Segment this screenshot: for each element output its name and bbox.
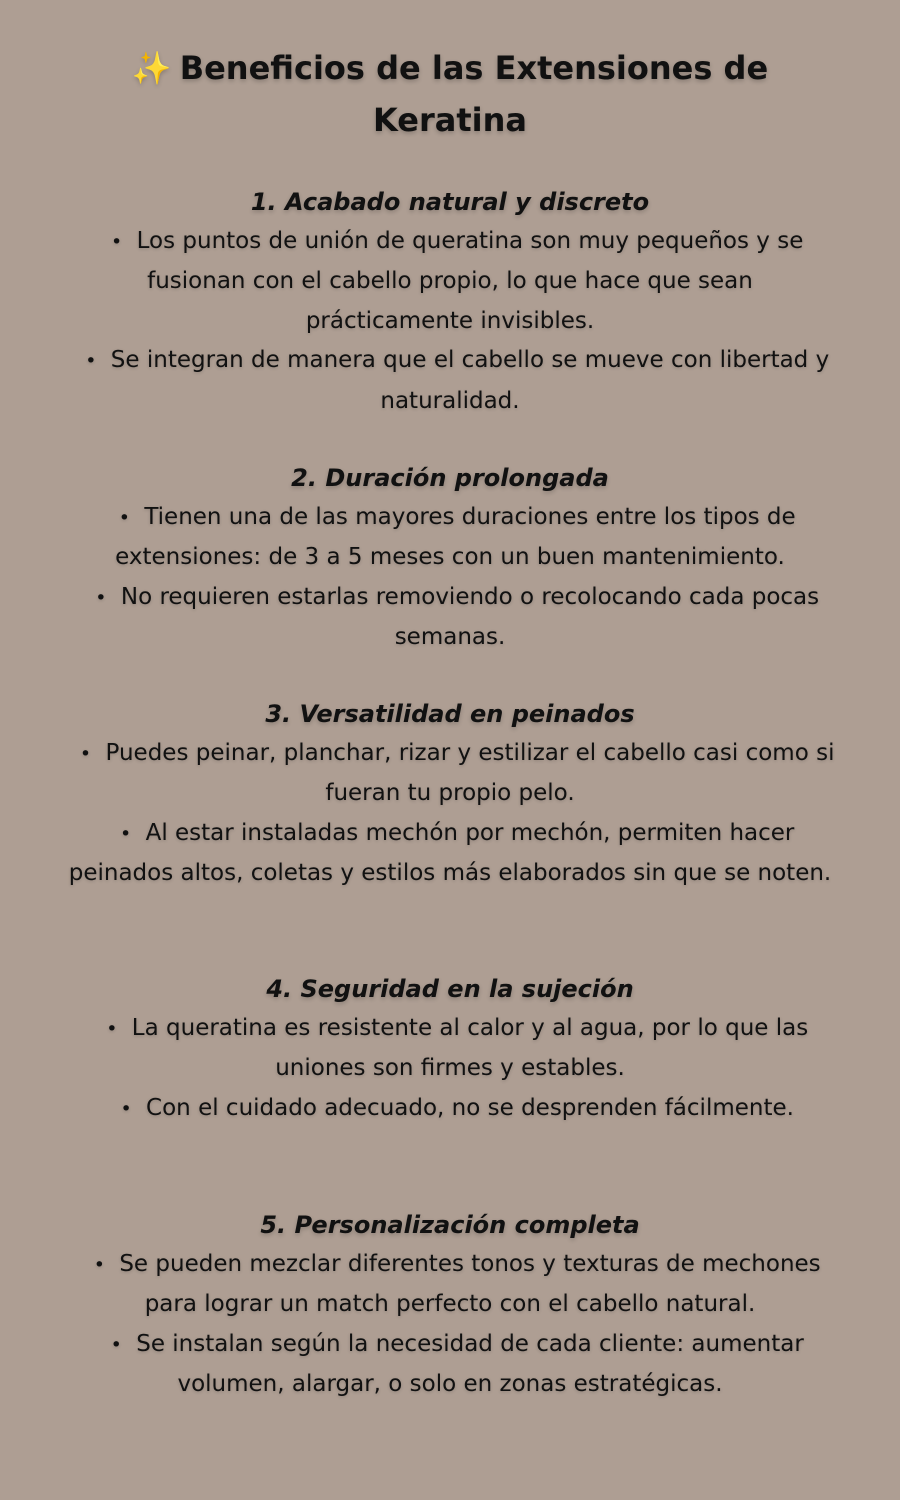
bullet-text: Con el cuidado adecuado, no se desprenden fácilmente.: [146, 1094, 794, 1121]
section-heading: 5. Personalización completa: [260, 1211, 640, 1239]
bullet-icon: •: [118, 507, 130, 529]
bullet-text: Se instalan según la necesidad de cada cliente: aumentar volumen, alargar, o solo en zonas estratégicas.: [136, 1330, 804, 1398]
bullet-icon: •: [79, 743, 92, 765]
bullet-item: [65, 341, 835, 421]
bullet-item: [65, 498, 835, 578]
section-heading: 1. Acabado natural y discreto: [250, 188, 650, 216]
page-title-text: Beneficios de las Extensiones de Keratina: [179, 49, 769, 139]
benefit-section-security: [65, 969, 835, 1129]
bullet-item: [65, 578, 835, 658]
bullet-text: Al estar instaladas mechón por mechón, permiten hacer peinados altos, coletas y estilos más elaborados sin que se noten.: [68, 819, 832, 887]
bullet-text: Puedes peinar, planchar, rizar y estilizar el cabello casi como si fueran tu propio pelo.: [105, 740, 835, 807]
bullet-icon: •: [93, 1254, 105, 1276]
bullet-text: Tienen una de las mayores duraciones entre los tipos de extensiones: de 3 a 5 meses con un buen mantenimiento.: [115, 504, 796, 571]
bullet-icon: •: [111, 231, 123, 253]
bullet-text: No requieren estarlas removiendo o recolocando cada pocas semanas.: [120, 583, 820, 651]
bullet-item: [65, 1009, 835, 1089]
bullet-text: Los puntos de unión de queratina son muy pequeños y se fusionan con el cabello propio, lo que hace que sean prácticamente invisibles.: [136, 228, 804, 334]
bullet-text: La queratina es resistente al calor y al agua, por lo que las uniones son firmes y estables.: [131, 1015, 809, 1082]
bullet-item: [65, 814, 835, 894]
bullet-item: [65, 1245, 835, 1325]
benefit-section-natural-finish: [65, 182, 835, 421]
sparkles-icon: ✨: [131, 49, 172, 87]
section-heading: 2. Duración prolongada: [291, 464, 609, 492]
bullet-item: [65, 222, 835, 341]
bullet-icon: •: [95, 586, 107, 609]
section-heading: 3. Versatilidad en peinados: [265, 700, 635, 728]
benefit-section-versatility: [65, 694, 835, 894]
bullet-icon: •: [110, 1333, 122, 1356]
section-heading: 4. Seguridad en la sujeción: [266, 975, 634, 1003]
bullet-icon: •: [85, 350, 97, 373]
bullet-icon: •: [106, 1018, 118, 1040]
bullet-item: [65, 1089, 835, 1129]
benefit-section-duration: [65, 458, 835, 658]
bullet-icon: •: [119, 822, 132, 845]
bullet-item: [65, 1325, 835, 1405]
bullet-item: [65, 734, 835, 814]
benefit-section-personalization: [65, 1205, 835, 1405]
bullet-text: Se pueden mezclar diferentes tonos y texturas de mechones para lograr un match perfecto con el cabello natural.: [119, 1251, 821, 1318]
page-title: [60, 42, 840, 146]
bullet-icon: •: [120, 1097, 132, 1120]
bullet-text: Se integran de manera que el cabello se mueve con libertad y naturalidad.: [110, 347, 830, 414]
